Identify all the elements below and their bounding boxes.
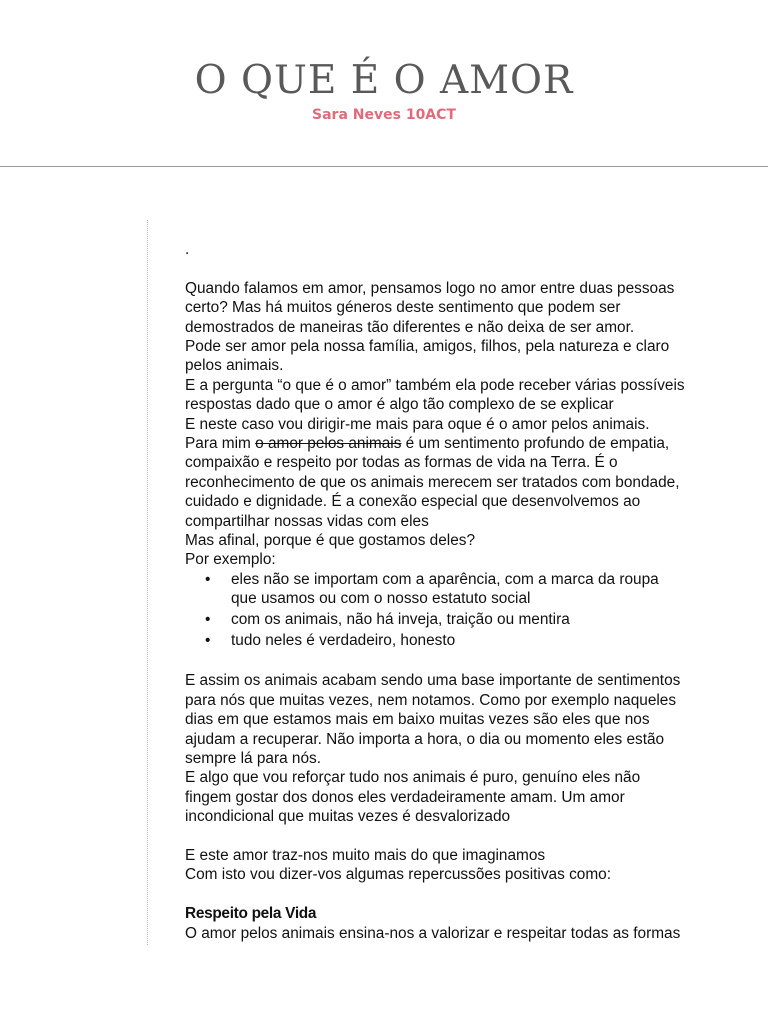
paragraph-base-of-feelings: E assim os animais acabam sendo uma base importante de sentimentos para nós que muitas vezes, nem notamos. Como por exemplo naqueles dias em que estamos mais em baixo muitas vezes são eles que nos ajudam a recuperar. Não importa a hora, o dia ou momento eles estão sempre lá para nós.: [185, 672, 681, 768]
paragraph-repercussions: Com isto vou dizer-vos algumas repercussões positivas como:: [185, 866, 611, 884]
list-item: • com os animais, não há inveja, traição ou mentira: [185, 610, 685, 629]
blank-line: [185, 827, 685, 846]
struck-text: o amor pelos animais: [255, 435, 402, 453]
paragraph-respect: O amor pelos animais ensina-nos a valorizar e respeitar todas as formas: [185, 924, 681, 942]
paragraph-types-of-love: Pode ser amor pela nossa família, amigos, filhos, pela natureza e claro pelos animais.: [185, 338, 670, 375]
list-item: • tudo neles é verdadeiro, honesto: [185, 631, 685, 650]
header-divider: [0, 166, 768, 167]
document-title: O QUE É O AMOR: [194, 58, 574, 103]
blank-line: [185, 885, 685, 904]
paragraph-this-love: E este amor traz-nos muito mais do que imaginamos: [185, 847, 546, 865]
definition-rest: é um sentimento profundo de empatia, compaixão e respeito por todas as formas de vida na Terra. É o reconhecimento de que os animais merecem ser tratados com bondade, cuidado e dignidade. É a conexão especial que desenvolvemos ao compartilhar nossas vidas com eles: [185, 435, 680, 530]
section-heading-respect: Respeito pela Vida: [185, 905, 317, 923]
paragraph-question: E a pergunta “o que é o amor” também ela pode receber várias possíveis respostas dado que o amor é algo tão complexo de se explicar: [185, 376, 685, 414]
document-body: [185, 240, 685, 943]
blank-line: [185, 652, 685, 671]
paragraph-why-question: Mas afinal, porque é que gostamos deles?: [185, 532, 476, 550]
paragraph-intro: Quando falamos em amor, pensamos logo no amor entre duas pessoas certo? Mas há muitos géneros deste sentimento que podem ser demostrados de maneiras tão diferentes e não deixa de ser amor.: [185, 279, 675, 336]
blank-line: [185, 259, 685, 278]
paragraph-examples-intro: Por exemplo:: [185, 551, 276, 569]
document-author: Sara Neves 10ACT: [312, 107, 456, 123]
leading-dot: .: [185, 241, 190, 258]
definition-start: Para mim: [185, 435, 256, 453]
paragraph-genuine-love: E algo que vou reforçar tudo nos animais é puro, genuíno eles não fingem gostar dos donos eles verdadeiramente amam. Um amor incondicional que muitas vezes é desvalorizado: [185, 769, 641, 826]
list-item: • eles não se importam com a aparência, com a marca da roupa que usamos ou com o nosso estatuto social: [185, 570, 685, 609]
margin-guide-line: [147, 220, 148, 945]
examples-list: [185, 570, 685, 651]
paragraph-definition: [185, 434, 685, 531]
paragraph-focus: E neste caso vou dirigir-me mais para oque é o amor pelos animais.: [185, 415, 650, 433]
